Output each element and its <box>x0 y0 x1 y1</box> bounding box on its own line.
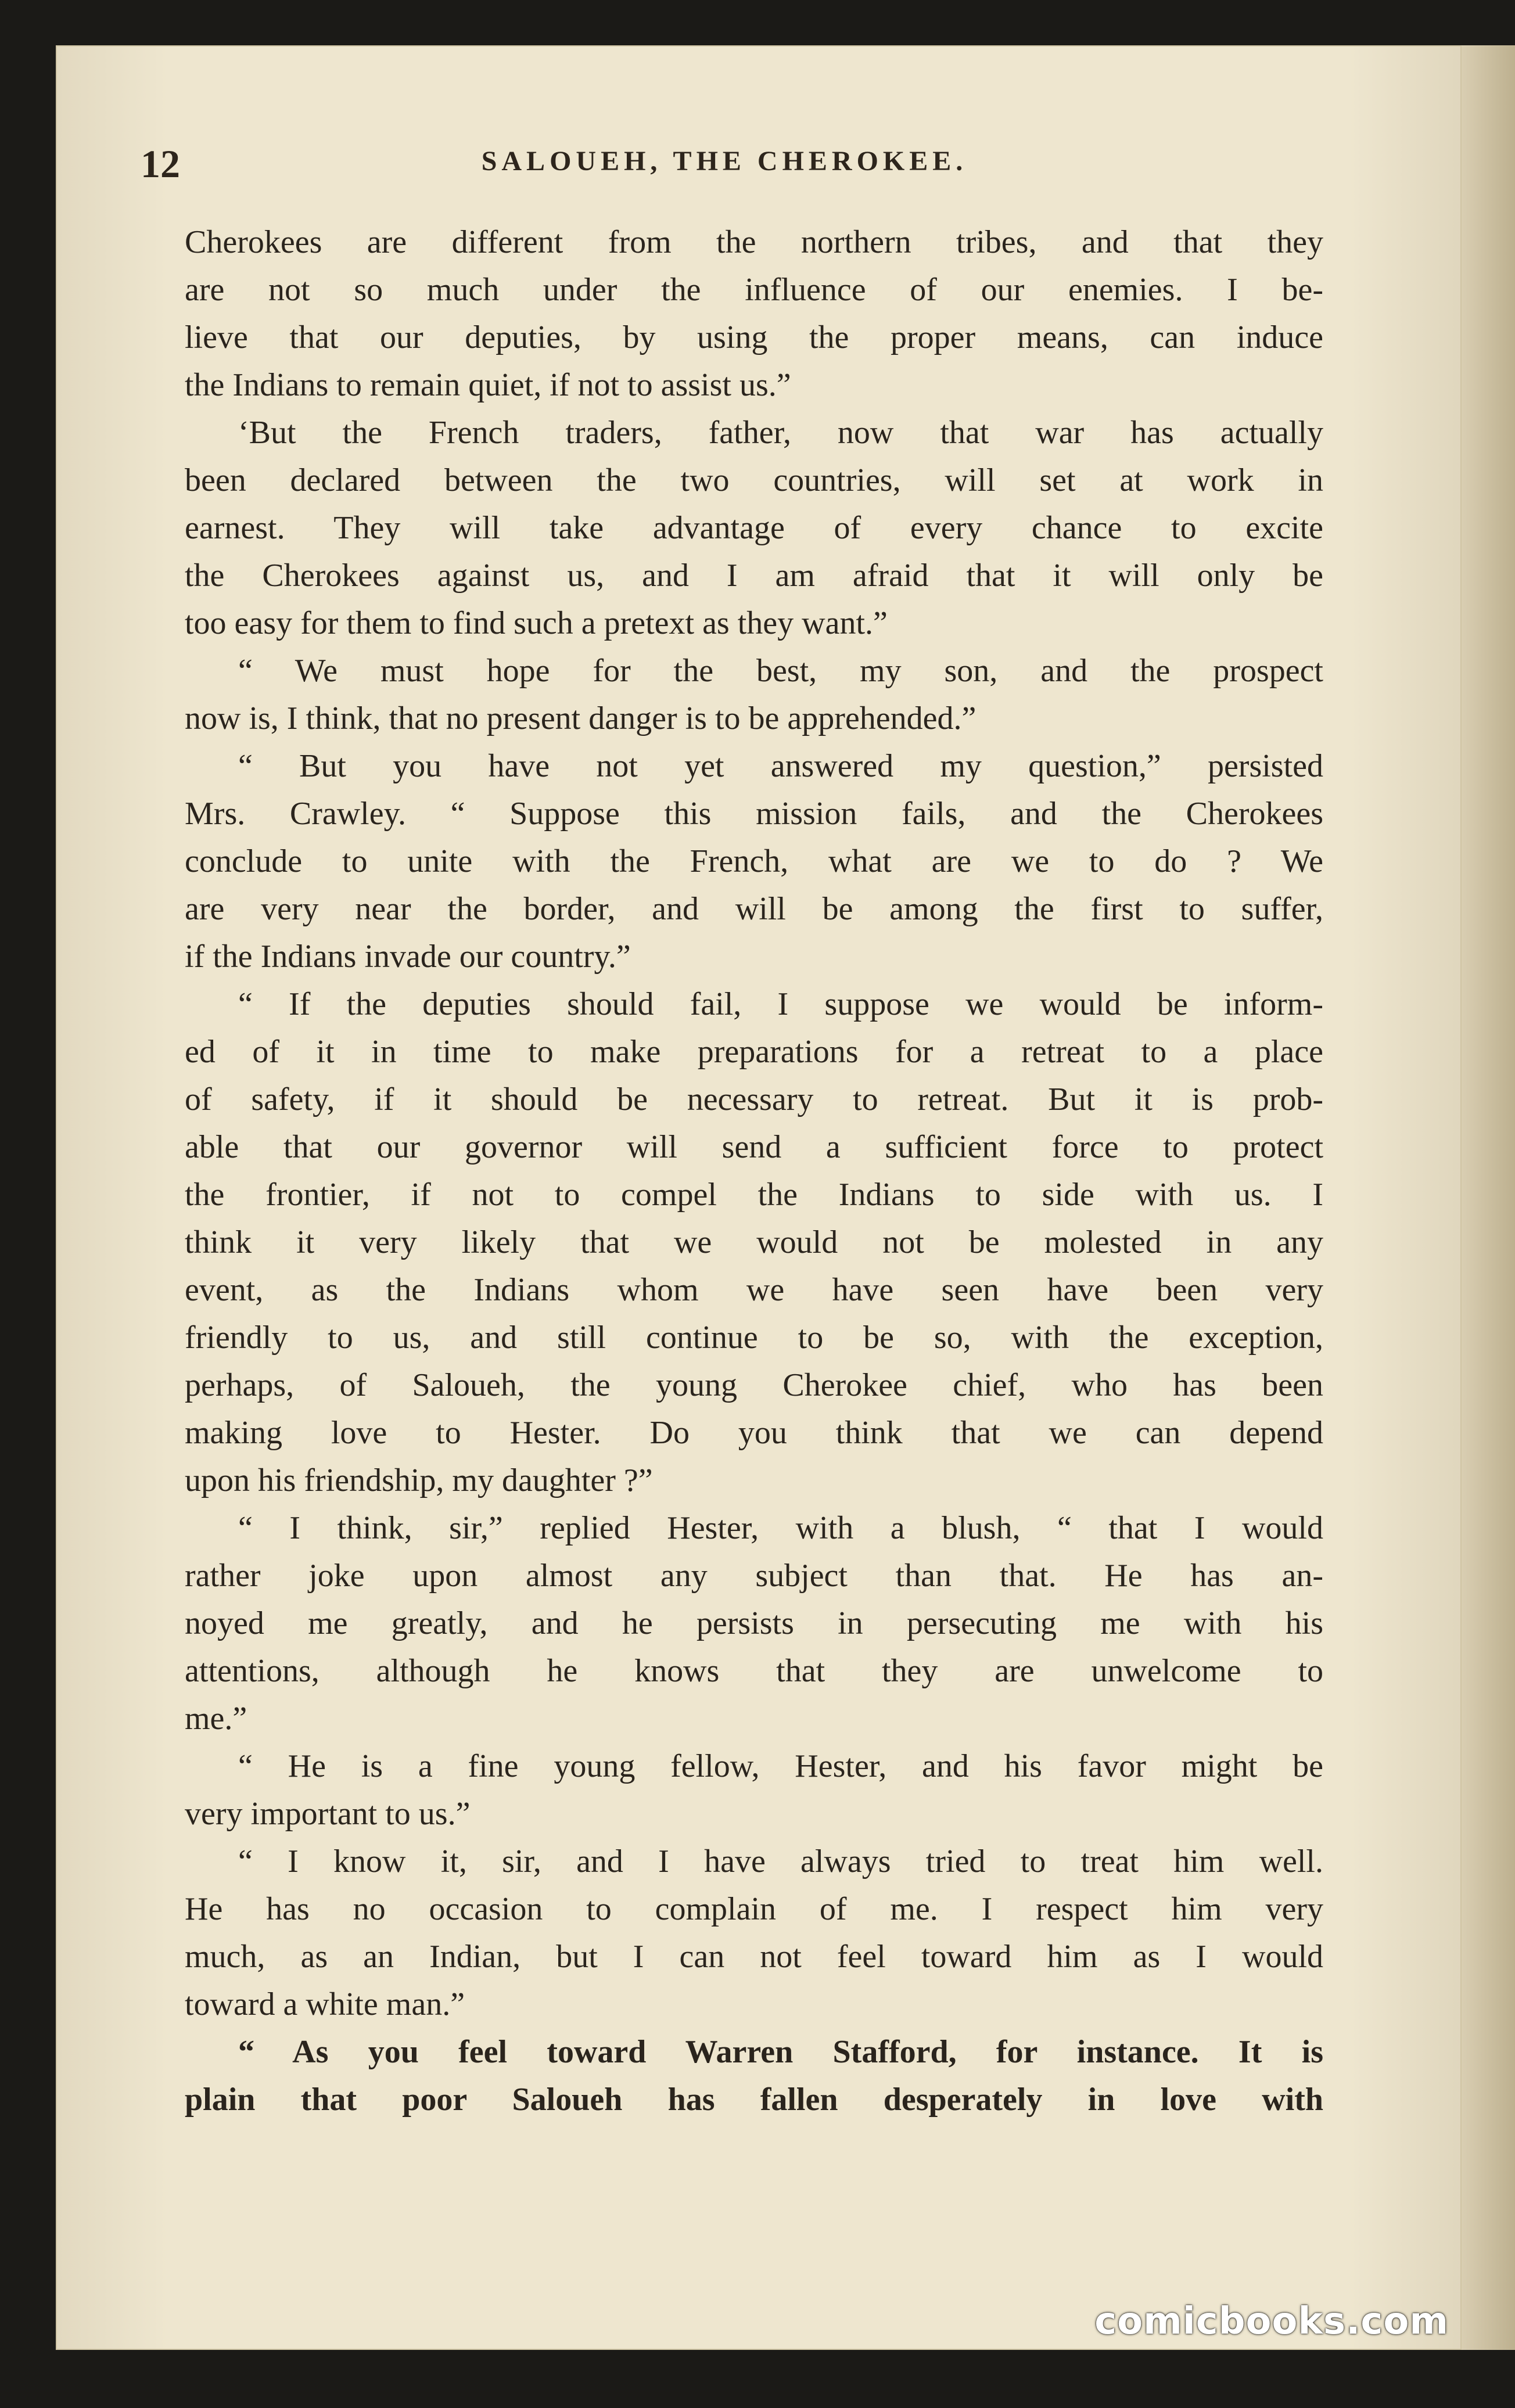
watermark: comicbooks.com <box>1094 2300 1449 2343</box>
text-line: “ If the deputies should fail, I suppose we would be inform- <box>238 986 1323 1022</box>
text-line: ‘But the French traders, father, now that war has actually <box>238 415 1323 451</box>
text-line: “ I think, sir,” replied Hester, with a blush, “ that I would <box>238 1510 1323 1546</box>
text-line: attentions, although he knows that they are unwelcome to <box>185 1653 1323 1689</box>
running-head: SALOUEH, THE CHEROKEE. <box>481 146 968 177</box>
text-line: are not so much under the influence of our enemies. I be- <box>185 272 1323 308</box>
text-line: the frontier, if not to compel the Indians to side with us. I <box>185 1177 1323 1213</box>
text-line: friendly to us, and still continue to be so, with the exception, <box>185 1320 1323 1356</box>
text-line: “ But you have not yet answered my question,” persisted <box>238 748 1323 784</box>
text-line: too easy for them to find such a pretext as they want.” <box>185 605 888 641</box>
text-line: plain that poor Saloueh has fallen desperately in love with <box>185 2082 1323 2118</box>
text-line: earnest. They will take advantage of every chance to excite <box>185 510 1323 546</box>
page-number: 12 <box>141 142 180 186</box>
text-line: making love to Hester. Do you think that we can depend <box>185 1415 1323 1451</box>
text-line: very important to us.” <box>185 1796 471 1832</box>
page-edge <box>1462 45 1515 2350</box>
text-line: Mrs. Crawley. “ Suppose this mission fails, and the Cherokees <box>185 796 1323 832</box>
text-line: are very near the border, and will be among the first to suffer, <box>185 891 1323 927</box>
text-line: much, as an Indian, but I can not feel toward him as I would <box>185 1939 1323 1975</box>
text-line: “ We must hope for the best, my son, and the prospect <box>238 653 1323 689</box>
text-line: event, as the Indians whom we have seen have been very <box>185 1272 1323 1308</box>
text-line: noyed me greatly, and he persists in persecuting me with his <box>185 1605 1323 1641</box>
text-line: now is, I think, that no present danger is to be apprehended.” <box>185 700 977 736</box>
text-line: been declared between the two countries, will set at work in <box>185 462 1323 498</box>
page-header <box>141 144 1308 196</box>
text-line: perhaps, of Saloueh, the young Cherokee chief, who has been <box>185 1367 1323 1403</box>
text-line: He has no occasion to complain of me. I respect him very <box>185 1891 1323 1927</box>
text-line: upon his friendship, my daughter ?” <box>185 1462 653 1498</box>
text-line: of safety, if it should be necessary to retreat. But it is prob- <box>185 1081 1323 1117</box>
text-line: “ He is a fine young fellow, Hester, and his favor might be <box>238 1748 1323 1784</box>
text-line: able that our governor will send a sufficient force to protect <box>185 1129 1323 1165</box>
text-line: if the Indians invade our country.” <box>185 939 631 975</box>
text-line: “ As you feel toward Warren Stafford, for instance. It is <box>238 2034 1323 2070</box>
text-line: me.” <box>185 1701 247 1737</box>
text-line: toward a white man.” <box>185 1986 465 2022</box>
text-line: lieve that our deputies, by using the proper means, can induce <box>185 319 1323 355</box>
text-line: Cherokees are different from the northern tribes, and that they <box>185 224 1323 260</box>
text-line: “ I know it, sir, and I have always tried to treat him well. <box>238 1843 1323 1879</box>
text-line: the Cherokees against us, and I am afraid that it will only be <box>185 558 1323 594</box>
text-line: think it very likely that we would not be molested in any <box>185 1224 1323 1260</box>
text-line: the Indians to remain quiet, if not to assist us.” <box>185 367 791 403</box>
text-line: rather joke upon almost any subject than that. He has an- <box>185 1558 1323 1594</box>
text-line: conclude to unite with the French, what are we to do ? We <box>185 843 1323 879</box>
body-text <box>185 218 1323 2123</box>
text-line: ed of it in time to make preparations for a retreat to a place <box>185 1034 1323 1070</box>
